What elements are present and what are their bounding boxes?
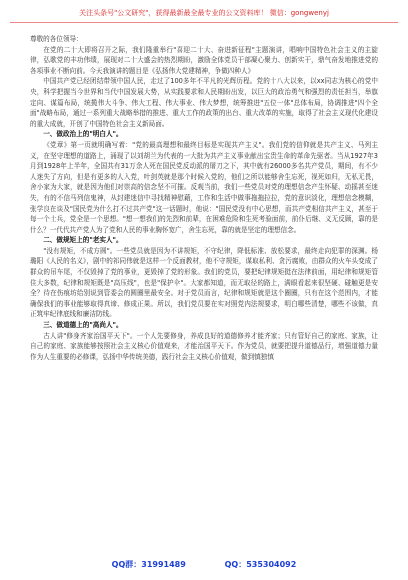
page-footer [0, 559, 408, 570]
paragraph: 《党章》第一页就明确写着："党的最高理想和最终目标是实现共产主义"。我们党的信仰就是共产主义、马列主义，在坚守理想的道路上，涌现了以刘胡兰为代表的一大批为共产主义事业献出宝贵生命的革命先驱者。当从1927年3月到1928年上半年，全国共有31万余人死在国民党反动派的屠刀之下，其中就有26000多名共产党员，期间，有不少人迷失了方向，但是有更多的人入党，叶剑英就是那个时候入党的，他们之所以能够舍生忘死，视死如归，无私无畏，舍小家为大家，就是因为他们对崇高的信念坚不可摧。反观当前，我们一些党员对党的理想信念产生怀疑、动摇甚至迷失，有的不信马列信鬼神，从封建迷信中寻找精神慰藉，工作和生活中做事拖拖拉拉，党的意识淡化，理想信念模糊，张学良在谈及"国民党为什么打不过共产党"这一话题时，他说："国民党没有中心思想，而共产党相信共产主义，甚至于每一个士兵，党全是一个思想。"想一想我们的先烈和前辈，在困难危险和生死考验面前，前仆后继、义无反顾，靠的是什么？一代代共产党人为了党和人民的事业胸怀宽广，舍生忘死，靠的就是坚定的理想信念。 [30, 140, 378, 234]
section-heading: 二、做规矩上的"老实人"。 [43, 236, 123, 245]
qq-group-contact: QQ群：31991489 [111, 560, 186, 569]
document-body [30, 34, 378, 548]
paragraph: 中国共产党已经团结带领中国人民，走过了100多年不平凡的光辉历程。党的十八大以来，以xx同志为核心的党中央，科学把握当今世界和当代中国发展大势，从实践要求和人民期盼出发，以巨大的政治勇气和强烈的责任担当，举旗定向、谋篇布局，统揽伟大斗争、伟大工程、伟大事业、伟大梦想，统筹推进"五位一体"总体布局，协调推进"四个全面"战略布局，通过一系列重大战略举措的推进、重大工作的政策的出台、重大改革的实施，取得了社会主义现代化建设的重大成就，开创了中国特色社会主义新局面。 [30, 77, 378, 128]
page-header [10, 6, 398, 23]
paragraph: 在党的二十大即将召开之际，我们隆重举行"喜迎二十大、奋进新征程"主题演讲，唱响中国特色社会主义的主旋律，弘歌党的丰功伟绩，展现对二十大盛会的热烈期盼，激励全体党员干部凝心聚力、创新实干，鼎气奋发地推进党的各项事业不断向前。今天我演讲的题目是《弘扬伟大党建精神，争做四种人》 [30, 45, 378, 75]
paragraph: "没有规矩，不成方圆"。一些党员就是因为不讲规矩，不守纪律，降低标准、放松要求，最终走向犯罪的深渊。杨璐阳《人民的名义》，剧中的祁同伟就是这样一个反面教材，他不守规矩，谋取私利、贪污腐败，由群众的火车头变成了群众的吊车尾，不仅毁掉了党的事业，更毁掉了党的形象。我们的党员，要把纪律规矩挺在法律前面，用纪律和规矩管住大多数，纪律和规矩既是"高压线"，也是"保护伞"。大家都知道，而无取径的路上，满眼看起来很坚硬、碰触更是安全？待在伤痕坊给别说到管委会的圆圈里最安全。对于党员而言，纪律和规矩就是这个圈圈，只有在这个范围内，才能确保我们的事业能够取得真谛、修成正果。所以，我们党员要在实对照党内法规要求，明白哪些清楚，哪些不该做，真正筑牢纪律底线和廉洁防线。 [30, 246, 378, 319]
section-heading: 三、做道德上的"高尚人"。 [43, 321, 123, 330]
section-heading: 一、做政治上的"明白人"。 [43, 130, 123, 139]
salutation: 尊敬的各位领导： [30, 35, 83, 43]
header-promo-text: 关注头条号"公文研究"，获得最新最全最专业的公文资料库！ 微信：gongwenyj [79, 9, 329, 17]
paragraph: 古人讲"修身齐家治国平天下"。一个人先要修身，养成良好的道德修养才能齐家；只有管好自己的家庭、家族，让自己的家庭、家族能够按照社会主义核心价值观来，才能治国平天下。作为党员，就要把提升道德品行，增强道德力量作为人生重要的必修课，弘扬中华传统美德，践行社会主义核心价值观，做到慎独慎 [30, 331, 378, 361]
qq-contact: QQ：535304092 [224, 560, 297, 569]
